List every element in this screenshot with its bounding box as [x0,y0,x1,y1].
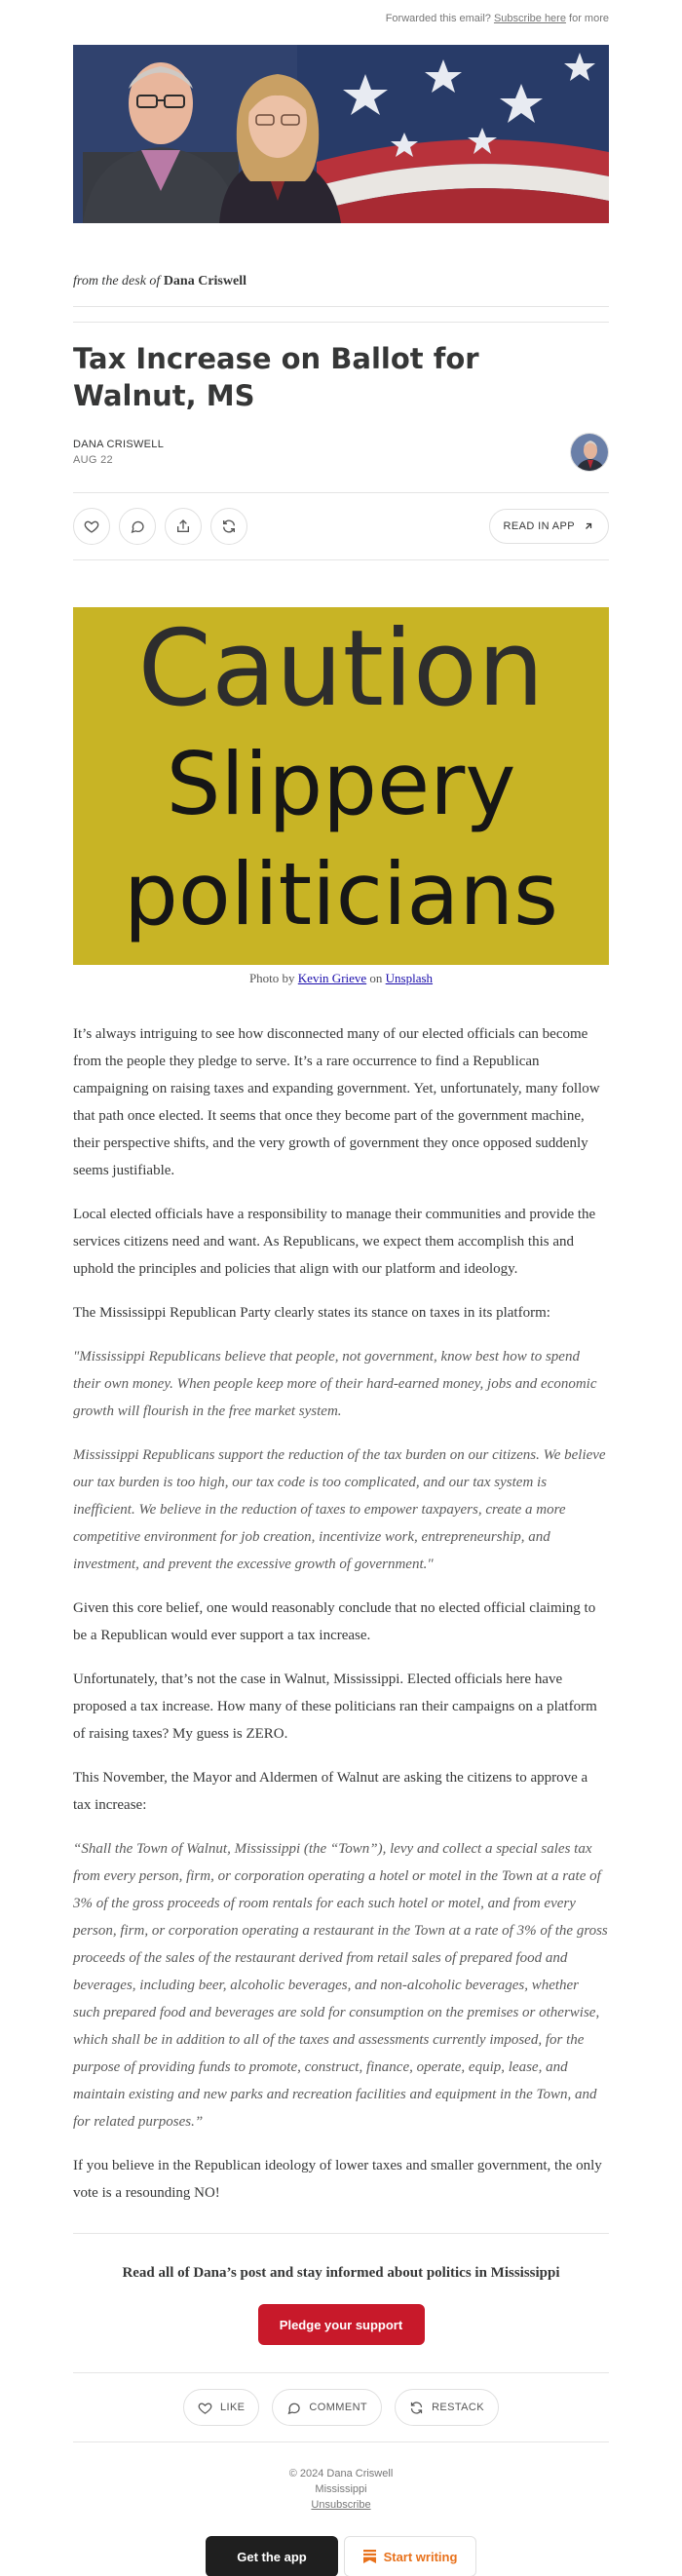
unsplash-link[interactable]: Unsplash [385,971,434,985]
substack-logo-icon [363,2550,376,2563]
caption-mid: on [369,971,383,985]
like-label: LIKE [219,2402,246,2413]
byline [73,433,609,472]
paragraph: If you believe in the Republican ideology of lower taxes and smaller government, the only vote is a resounding NO! [73,2158,602,2201]
comment-icon [130,519,145,534]
post-date: AUG 22 [73,454,113,466]
restack-icon [221,519,237,534]
platform-quote: "Mississippi Republicans believe that people, not government, know best how to spend their own money. When people keep more of their hard-earned money, jobs and economic growth will flourish in the free market system. [73,1349,597,1419]
sign-line-1: Caution [137,608,545,730]
forward-note-suffix: for more [569,13,609,24]
footer-location: Mississippi [315,2483,367,2495]
restack-label: RESTACK [432,2402,485,2413]
author-name[interactable]: DANA CRISWELL [73,439,165,450]
divider [73,2233,609,2234]
like-button[interactable] [183,2389,259,2426]
restack-button[interactable] [395,2389,499,2426]
bottom-actions-bar [73,2372,609,2442]
restack-button[interactable] [210,508,247,545]
restack-icon [409,2401,424,2415]
read-in-app-button[interactable] [489,509,609,544]
footer [73,2466,609,2513]
get-the-app-button[interactable]: Get the app [206,2536,338,2576]
byline-text [73,437,164,468]
comment-label: COMMENT [309,2402,368,2413]
desk-name: Dana Criswell [163,274,246,288]
share-icon [175,519,191,534]
photo-caption [73,971,609,986]
forward-note-prefix: Forwarded this email? [385,13,491,24]
comment-button[interactable] [272,2389,382,2426]
post-action-icons [73,508,247,545]
arrow-up-right-icon [583,520,594,532]
paragraph: It’s always intriguing to see how disconnected many of our elected officials can become from the people they pledge to serve. It’s a rare occurrence to find a Republican campaigning on raising taxes and expanding government. Yet, unfortunately, many follow that path once elected. It seems that once they become part of the government machine, their perspective shifts, and the very growth of government they once opposed suddenly seems justifiable. [73,1026,600,1178]
app-buttons [73,2536,609,2576]
desk-prefix: from the desk of [73,274,161,288]
post-actions-bar [73,492,609,560]
start-writing-button[interactable] [344,2536,476,2576]
divider [73,306,609,307]
caution-sign-photo[interactable] [73,607,609,965]
share-button[interactable] [165,508,202,545]
read-in-app-label: READ IN APP [503,520,575,532]
header-banner-image [73,45,609,223]
from-the-desk-line [73,274,609,289]
platform-quote: Mississippi Republicans support the reduction of the tax burden on our citizens. We believe our tax burden is too high, our tax code is too complicated, and our tax system is inefficient. We believe in the reduction of taxes to empower taxpayers, create a more competitive environment for job creation, incentivize work, entrepreneurship, and investment, and prevent the excessive growth of government." [73,1447,606,1572]
paragraph: This November, the Mayor and Aldermen of Walnut are asking the citizens to approve a tax increase: [73,1770,588,1813]
ballot-quote: “Shall the Town of Walnut, Mississippi (the “Town”), levy and collect a special sales tax from every person, firm, or corporation operating a hotel or motel in the Town at a rate of 3% of the gross proceeds of room rentals for each such hotel or motel, and from every person, firm, or corporation operating a restaurant in the Town at a rate of 3% of the gross proceeds of the sales of the restaurant derived from retail sales of prepared food and beverages, including beer, alcoholic beverages, and non-alcoholic beverages, whether such prepared food and beverages are sold for consumption on the premises or otherwise, which shall be in addition to all of the taxes and assessments currently imposed, for the purpose of providing funds to promote, construct, finance, operate, equip, lease, and maintain existing and new parks and recreation facilities and equipment in the Town, and for related purposes.” [73,1841,608,2130]
paragraph: Local elected officials have a responsibility to manage their communities and provide the services citizens need and want. As Republicans, we expect them accomplish this and uphold the principles and policies that align with our platform and ideology. [73,1207,596,1277]
heart-icon [84,519,99,534]
like-button[interactable] [73,508,110,545]
sign-line-2: Slippery [166,734,516,834]
unsubscribe-link[interactable]: Unsubscribe [311,2499,371,2511]
photographer-link[interactable]: Kevin Grieve [297,971,367,985]
heart-icon [198,2401,212,2415]
post-title[interactable]: Tax Increase on Ballot for Walnut, MS [73,342,479,412]
paragraph: Unfortunately, that’s not the case in Walnut, Mississippi. Elected officials here have proposed a tax increase. How many of these politicians ran their campaigns on a platform of raising taxes? My guess is ZERO. [73,1672,597,1742]
divider [73,322,609,323]
comment-icon [286,2401,301,2415]
start-writing-label: Start writing [383,2549,458,2564]
pledge-support-button[interactable]: Pledge your support [258,2304,425,2345]
comment-button[interactable] [119,508,156,545]
caption-prefix: Photo by [248,971,295,985]
paragraph: The Mississippi Republican Party clearly states its stance on taxes in its platform: [73,1305,550,1321]
copyright: © 2024 Dana Criswell [288,2468,394,2480]
post-body [73,1020,609,2207]
paragraph: Given this core belief, one would reasonably conclude that no elected official claiming to be a Republican would ever support a tax increase. [73,1600,596,1643]
avatar[interactable] [570,433,609,472]
sign-line-3: politicians [124,844,558,944]
forward-note [73,0,609,45]
cta-text: Read all of Dana’s post and stay informed about politics in Mississippi [122,2265,560,2281]
subscribe-link[interactable]: Subscribe here [493,13,566,24]
